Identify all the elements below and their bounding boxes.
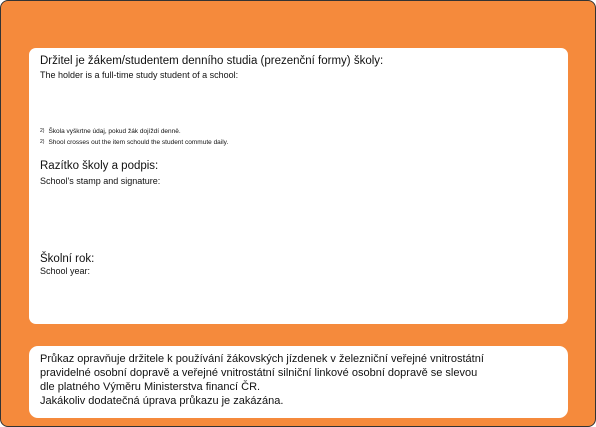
stamp-label-cz: Razítko školy a podpis: <box>40 160 159 172</box>
notice-line: Jakákoliv dodatečná úprava průkazu je zakázána. <box>40 395 284 407</box>
footnote-mark: 2) <box>40 139 45 145</box>
footnote-en <box>40 139 228 147</box>
footnote-mark: 2) <box>40 128 45 134</box>
notice-line: pravidelné osobní dopravě a veřejné vnitrostátní silniční linkové osobní dopravě se slevou <box>40 367 478 379</box>
stamp-label-en: School's stamp and signature: <box>40 176 161 186</box>
footnote-text: Shool crosses out the item schould the student commute daily. <box>48 139 229 146</box>
footnote-text: Škola vyškrtne údaj, pokud žák dojíždí denně. <box>48 128 181 135</box>
holder-label-cz: Držitel je žákem/studentem denního studia (prezenční formy) školy: <box>40 55 384 67</box>
notice-text <box>40 352 484 408</box>
notice-panel <box>29 346 568 418</box>
footnote-cz <box>40 128 181 136</box>
school-year-label-en: School year: <box>40 266 91 276</box>
notice-line: Průkaz opravňuje držitele k používání žákovských jízdenek v železniční veřejné vnitrostátní <box>40 353 484 365</box>
school-year-label-cz: Školní rok: <box>40 253 95 265</box>
notice-line: dle platného Výměru Ministerstva financí ČR. <box>40 381 261 393</box>
holder-label-en: The holder is a full-time study student of a school: <box>40 70 239 80</box>
card-info-panel <box>29 48 568 324</box>
